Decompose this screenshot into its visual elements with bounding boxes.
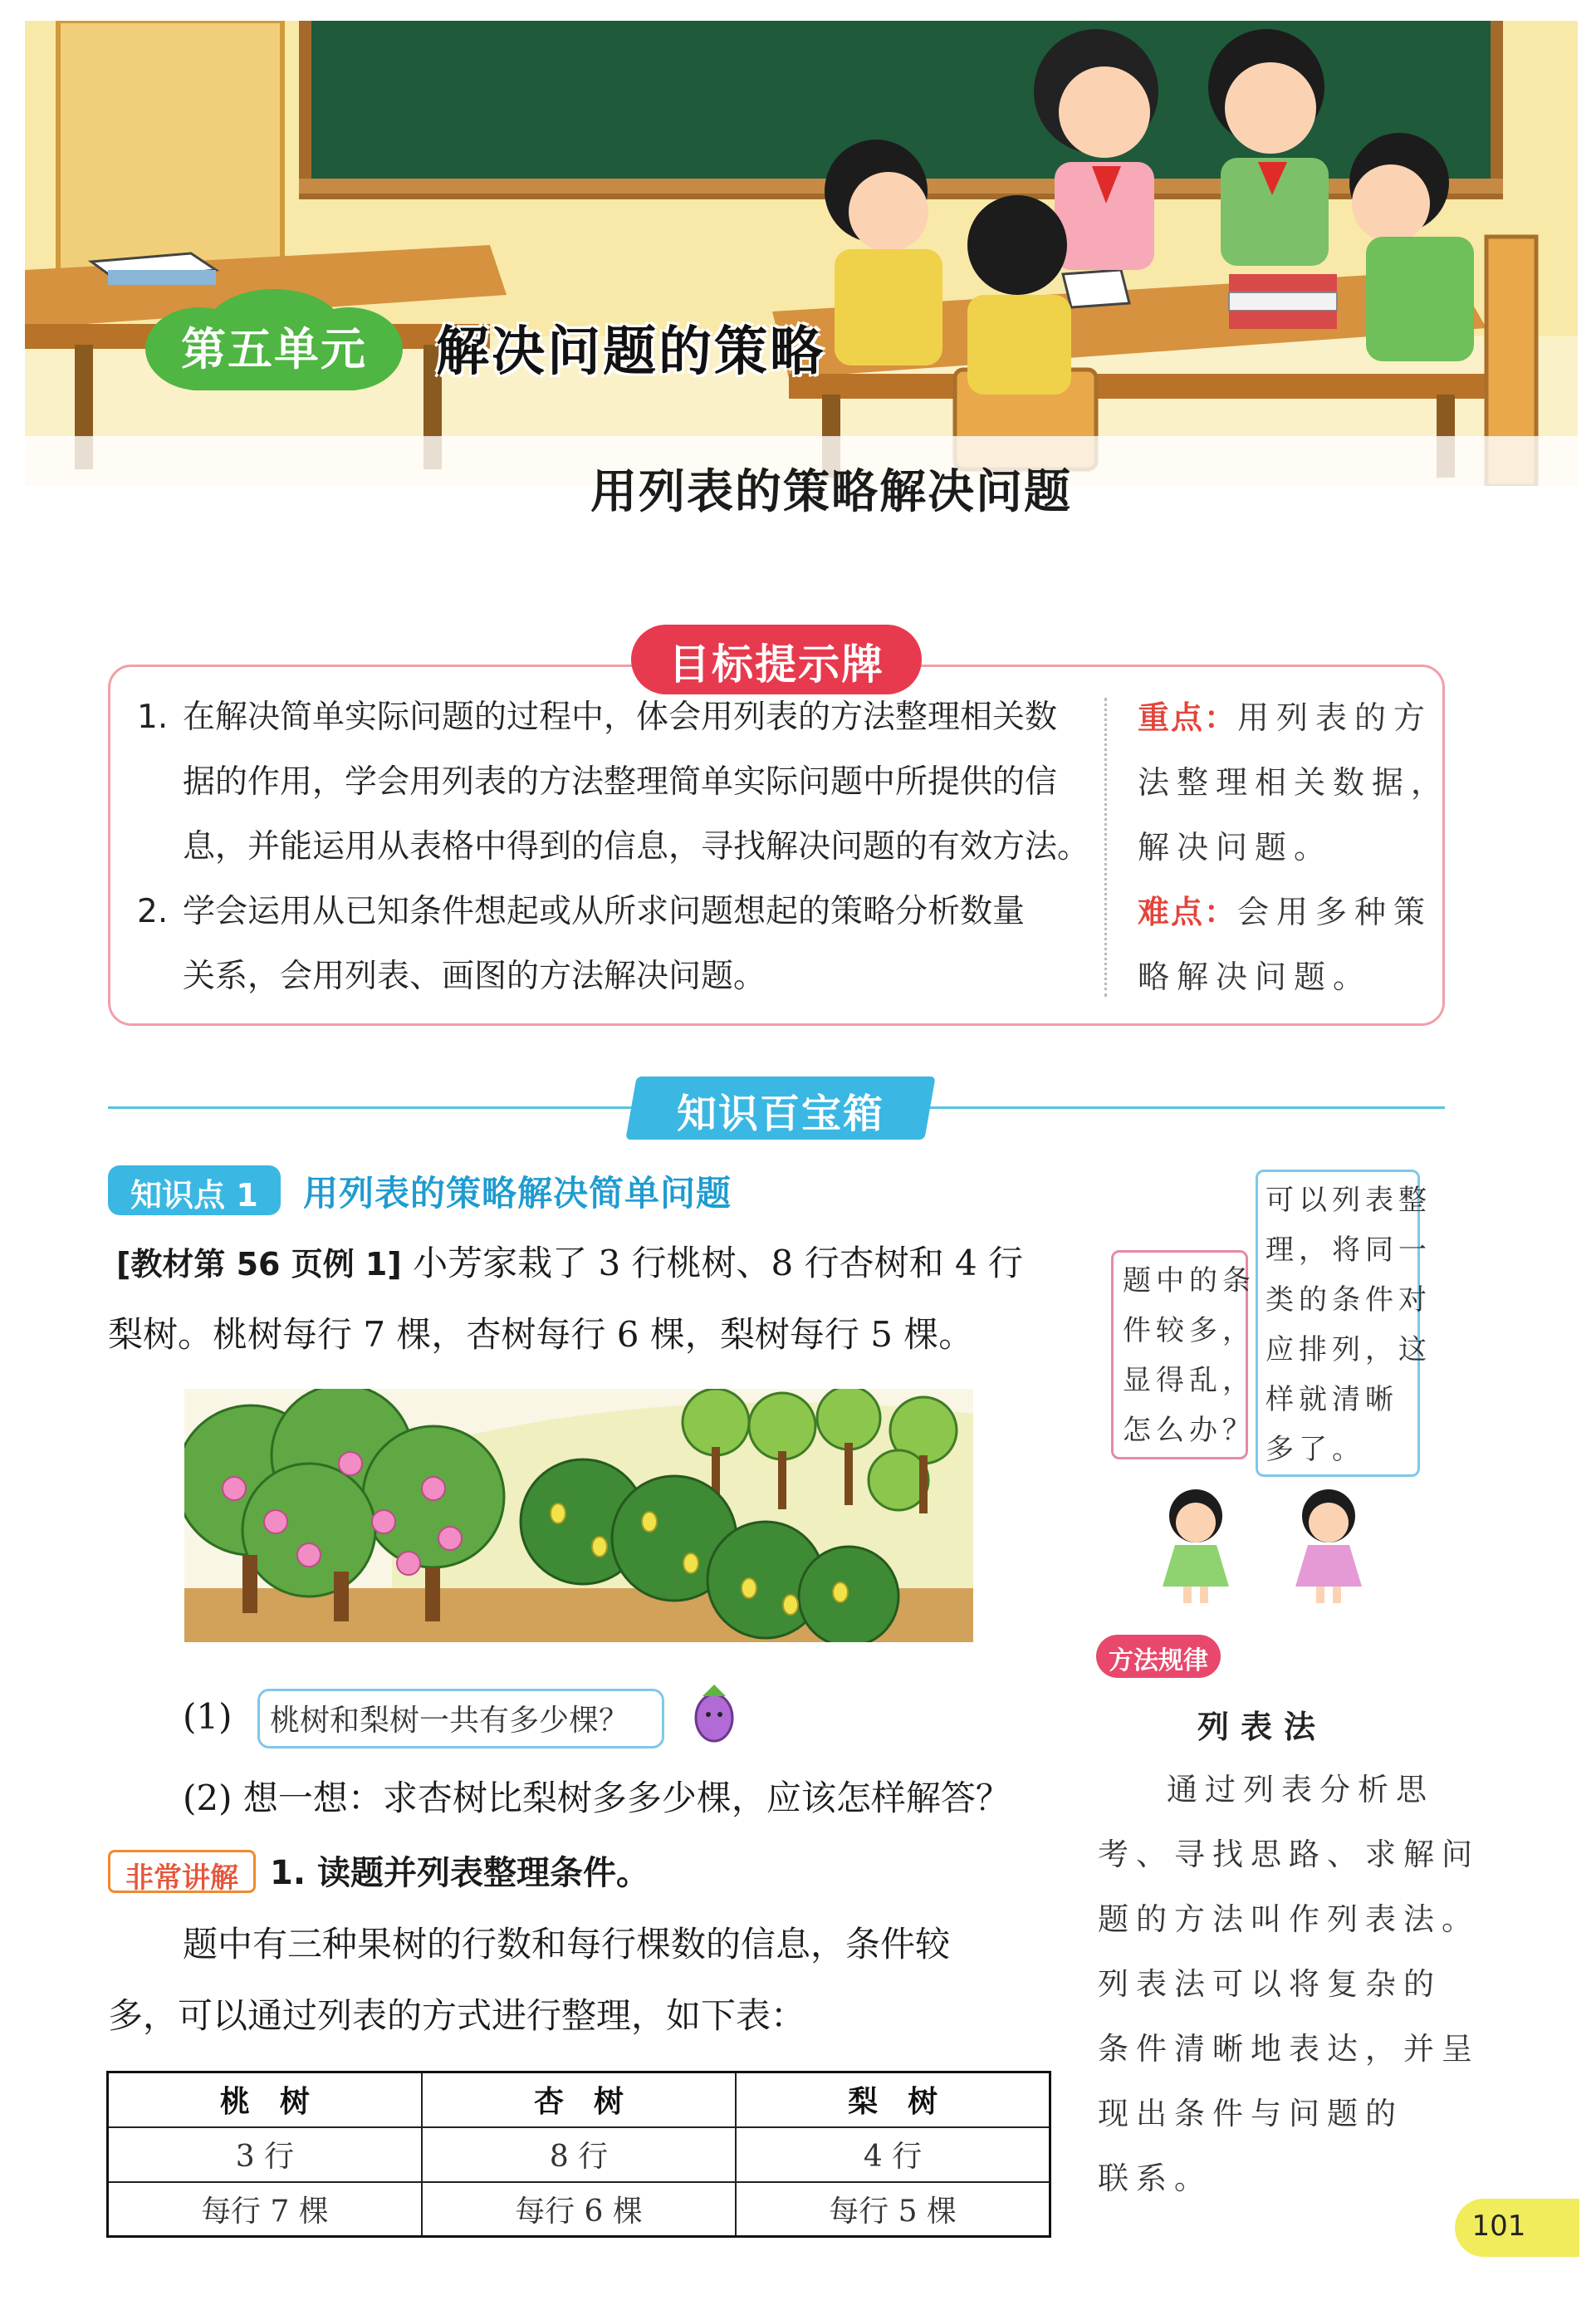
key-point-text: 用列表的方 [1237,699,1433,736]
detail-explanation-tag-label: 非常讲解 [125,1861,238,1895]
unit-title: 解决问题的策略 [436,321,825,383]
table-row [108,2127,1050,2182]
page-number: 101 [1471,2210,1526,2243]
table-header-cell: 桃 树 [108,2072,422,2127]
goal-line: 息，并能运用从表格中得到的信息，寻找解决问题的有效方法。 [183,828,1090,866]
question-1-text: 桃树和梨树一共有多少棵？ [270,1704,629,1738]
key-point-label: 重点： [1138,699,1238,736]
bubble-line: 理，将同一 [1266,1234,1432,1267]
eggplant-mascot-icon [689,1676,739,1747]
goals-divider [1104,698,1107,997]
textbook-reference: [教材第 56 页例 1] [116,1246,402,1283]
table-row [108,2182,1050,2237]
knowledge-point-tag-label: 知识点 1 [130,1177,258,1214]
table-header-cell: 梨 树 [736,2072,1050,2127]
explain-line-2: 多，可以通过列表的方式进行整理，如下表： [108,1995,806,2036]
key-point [1138,685,1432,750]
example-text: 小芳家栽了 3 行桃树、8 行杏树和 4 行 [413,1243,1024,1283]
example-line-2: 梨树。桃树每行 7 棵，杏树每行 6 棵，梨树每行 5 棵。 [108,1314,974,1355]
method-line: 现出条件与问题的 [1098,2096,1403,2131]
goal-line: 学会运用从已知条件想起或从所求问题想起的策略分析数量 [183,893,1026,930]
knowledge-banner-label: 知识百宝箱 [676,1091,884,1137]
example-line-1 [116,1228,1023,1300]
table-header-cell: 杏 树 [422,2072,736,2127]
bubble-line: 可以列表整 [1266,1184,1432,1217]
step-1: 1. 读题并列表整理条件。 [270,1854,649,1892]
method-line: 通过列表分析思 [1167,1772,1434,1807]
question-2: (2) 想一想：求杏树比梨树多多少棵，应该怎样解答？ [183,1778,1011,1818]
knowledge-point-title: 用列表的策略解决简单问题 [303,1173,732,1214]
table-cell: 每行 7 棵 [108,2182,422,2237]
table-cell: 每行 6 棵 [422,2182,736,2237]
bubble-line: 类的条件对 [1266,1283,1432,1317]
explain-line-1: 题中有三种果树的行数和每行棵数的信息，条件较 [183,1924,951,1964]
two-girls-illustration [1146,1483,1412,1607]
bubble-line: 多了。 [1266,1433,1365,1466]
method-tag-label: 方法规律 [1109,1646,1208,1675]
question-1-number: (1) [183,1696,233,1737]
table-header-row [108,2072,1050,2127]
fruit-tree-table [106,2071,1051,2238]
method-line: 题的方法叫作列表法。 [1098,1901,1480,1937]
goal-item-1 [137,685,168,750]
method-line: 考、寻找思路、求解问 [1098,1837,1480,1872]
method-line: 条件清晰地表达，并呈 [1098,2031,1480,2067]
unit-label: 第五单元 [181,323,367,375]
goal-line: 在解决简单实际问题的过程中，体会用列表的方法整理相关数 [183,699,1058,736]
difficulty-text: 略解决问题。 [1138,959,1373,995]
method-line: 联系。 [1098,2161,1212,2196]
goal-number: 2. [137,893,169,930]
goal-line: 关系，会用列表、画图的方法解决问题。 [183,958,766,995]
key-point-text: 解决问题。 [1138,829,1334,866]
bubble-line: 样就清晰 [1266,1383,1398,1416]
method-title: 列表法 [1197,1708,1327,1745]
bubble-line: 件较多， [1123,1314,1256,1347]
goal-item-2 [137,880,168,944]
goal-line: 据的作用，学会用列表的方法整理简单实际问题中所提供的信 [183,763,1058,801]
header-illustration [25,21,1578,486]
section-title: 用列表的策略解决问题 [590,465,1072,519]
table-cell: 每行 5 棵 [736,2182,1050,2237]
table-cell: 8 行 [422,2127,736,2182]
bubble-line: 应排列，这 [1266,1333,1432,1366]
bubble-line: 怎么办？ [1123,1414,1256,1447]
difficulty [1138,880,1432,944]
bubble-line: 题中的条 [1123,1264,1256,1297]
goals-tab-label: 目标提示牌 [668,640,884,689]
orchard-illustration [184,1389,973,1642]
bubble-line: 显得乱， [1123,1364,1256,1397]
method-line: 列表法可以将复杂的 [1098,1966,1442,2002]
difficulty-label: 难点： [1138,894,1238,930]
difficulty-text: 会用多种策 [1237,894,1433,930]
table-cell: 4 行 [736,2127,1050,2182]
table-cell: 3 行 [108,2127,422,2182]
goal-number: 1. [137,699,169,736]
key-point-text: 法整理相关数据， [1138,764,1451,801]
